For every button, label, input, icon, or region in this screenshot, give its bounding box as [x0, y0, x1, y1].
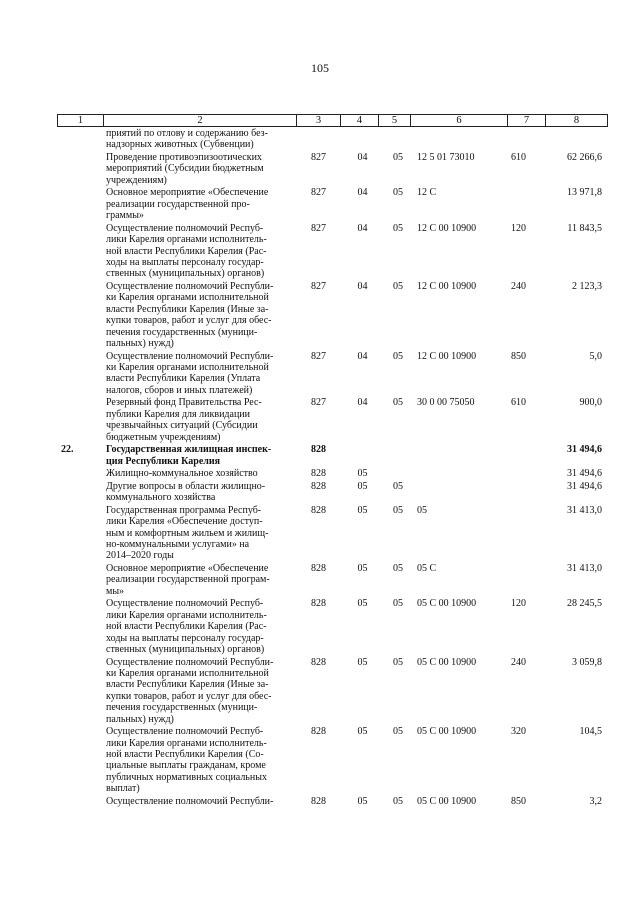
- target-article-code: 12 С 00 10900: [417, 280, 477, 292]
- row-description: Резервный фонд Правительства Рес- публики Карелия для ликвидации чрезвычайных ситуаций (Субсидии бюджетным учреждениям): [106, 397, 262, 443]
- row-description: Жилищно-коммунальное хозяйство: [106, 468, 258, 480]
- target-article-code: 12 5 01 73010: [417, 152, 475, 163]
- amount-value: 28 245,5: [567, 598, 602, 610]
- section-code: 05: [357, 562, 368, 574]
- row-description: Проведение противоэпизоотических мероприятий (Субсидии бюджетным учреждениям): [106, 152, 264, 186]
- table-row: [57, 796, 607, 809]
- section-code: 04: [357, 280, 368, 292]
- table-row: [57, 563, 607, 598]
- admin-code: 828: [311, 795, 326, 807]
- admin-code: 828: [311, 726, 326, 738]
- column-header: 8: [546, 115, 608, 127]
- section-code: 04: [357, 397, 368, 409]
- amount-value: 11 843,5: [567, 222, 602, 234]
- expense-type-code: 240: [511, 280, 526, 292]
- subsection-code: 05: [393, 350, 403, 362]
- subsection-code: 05: [393, 656, 403, 668]
- table-row: [57, 281, 607, 351]
- subsection-code: 05: [393, 504, 403, 516]
- row-description: Осуществление полномочий Республи-: [106, 795, 274, 807]
- target-article-code: 05 С: [417, 562, 437, 574]
- amount-value: 31 494,6: [567, 468, 602, 480]
- row-description: Осуществление полномочий Республи- ки Карелия органами исполнительной власти Республики Карелия (Иные за- купки товаров, работ и услуг для обес- печения государственных (муници- пальных) нужд): [106, 280, 274, 349]
- admin-code: 827: [311, 350, 326, 362]
- expense-type-code: 120: [511, 222, 526, 234]
- section-code: 05: [357, 598, 368, 610]
- row-description: приятий по отлову и содержанию без- надзорных животных (Субвенции): [106, 128, 268, 151]
- admin-code: 828: [311, 656, 326, 668]
- amount-value: 5,0: [589, 350, 602, 362]
- admin-code: 828: [311, 444, 326, 456]
- row-description: Основное мероприятие «Обеспечение реализации государственной програм- мы»: [106, 562, 270, 597]
- expense-type-code: 120: [511, 598, 526, 610]
- subsection-code: 05: [393, 562, 403, 574]
- admin-code: 828: [311, 468, 326, 480]
- admin-code: 828: [311, 562, 326, 574]
- row-description: Осуществление полномочий Респуб- лики Карелия органами исполнитель- ной власти Республики Карелия (Со- циальные выплаты гражданам, кроме публичных нормативных социальных выплат): [106, 726, 267, 795]
- column-header: 1: [58, 115, 104, 127]
- table-row: [57, 481, 607, 505]
- budget-table-body: [57, 128, 607, 808]
- table-row: [57, 351, 607, 398]
- section-code: 04: [357, 187, 368, 199]
- amount-value: 2 123,3: [572, 280, 602, 292]
- admin-code: 828: [311, 480, 326, 492]
- target-article-code: 05 С 00 10900: [417, 598, 477, 610]
- section-code: 05: [357, 504, 368, 516]
- target-article-code: 12 С 00 10900: [417, 222, 477, 234]
- column-header-row: [57, 114, 608, 127]
- section-code: 05: [357, 480, 368, 492]
- table-row: [57, 152, 607, 187]
- target-article-code: 05 С 00 10900: [417, 656, 477, 668]
- table-row: [57, 128, 607, 152]
- section-code: 05: [357, 468, 368, 480]
- table-row: [57, 223, 607, 281]
- section-code: 05: [357, 795, 368, 807]
- amount-value: 31 494,6: [567, 480, 602, 492]
- target-article-code: 12 С: [417, 187, 437, 199]
- row-description: Другие вопросы в области жилищно- коммунального хозяйства: [106, 480, 266, 504]
- column-header: 5: [379, 115, 411, 127]
- subsection-code: 05: [393, 152, 403, 163]
- admin-code: 827: [311, 397, 326, 409]
- subsection-code: 05: [393, 480, 403, 492]
- section-code: 05: [357, 726, 368, 738]
- subsection-code: 05: [393, 598, 403, 610]
- row-description: Осуществление полномочий Республи- ки Карелия органами исполнительной власти Республики Карелия (Уплата налогов, сборов и иных платежей): [106, 350, 274, 396]
- amount-value: 104,5: [579, 726, 602, 738]
- amount-value: 3 059,8: [572, 656, 602, 668]
- table-row: [57, 726, 607, 796]
- target-article-code: 30 0 00 75050: [417, 397, 475, 409]
- expense-type-code: 240: [511, 656, 526, 668]
- target-article-code: 05 С 00 10900: [417, 726, 477, 738]
- subsection-code: 05: [393, 222, 403, 234]
- page-number: 105: [311, 61, 329, 75]
- target-article-code: 05: [417, 504, 427, 516]
- column-header: 3: [297, 115, 341, 127]
- row-description: Осуществление полномочий Республи- ки Карелия органами исполнительной власти Республики Карелия (Иные за- купки товаров, работ и услуг для обес- печения государственных (муници- пальных) нужд): [106, 656, 274, 725]
- admin-code: 827: [311, 222, 326, 234]
- expense-type-code: 610: [511, 152, 526, 163]
- amount-value: 31 413,0: [567, 504, 602, 516]
- row-description: Государственная жилищная инспек- ция Республики Карелия: [106, 444, 272, 467]
- subsection-code: 05: [393, 726, 403, 738]
- table-row: [57, 505, 607, 563]
- subsection-code: 05: [393, 397, 403, 409]
- expense-type-code: 320: [511, 726, 526, 738]
- expense-type-code: 850: [511, 795, 526, 807]
- amount-value: 3,2: [589, 795, 602, 807]
- subsection-code: 05: [393, 795, 403, 807]
- section-code: 04: [357, 152, 368, 163]
- table-row: [57, 598, 607, 656]
- column-header: 4: [341, 115, 379, 127]
- column-header: 7: [508, 115, 546, 127]
- admin-code: 827: [311, 187, 326, 199]
- row-description: Осуществление полномочий Респуб- лики Карелия органами исполнитель- ной власти Республики Карелия (Рас- ходы на выплаты персоналу государ- ственных (муниципальных) органов): [106, 222, 267, 280]
- table-row: [57, 187, 607, 222]
- row-number: 22.: [61, 444, 74, 456]
- section-code: 05: [357, 656, 368, 668]
- row-description: Основное мероприятие «Обеспечение реализации государственной про- граммы»: [106, 187, 269, 222]
- amount-value: 900,0: [579, 397, 602, 409]
- amount-value: 13 971,8: [567, 187, 602, 199]
- admin-code: 827: [311, 280, 326, 292]
- row-description: Осуществление полномочий Респуб- лики Карелия органами исполнитель- ной власти Республики Карелия (Рас- ходы на выплаты персоналу государ- ственных (муниципальных) органов): [106, 598, 267, 655]
- expense-type-code: 850: [511, 350, 526, 362]
- column-header: 6: [411, 115, 508, 127]
- table-row: [57, 657, 607, 727]
- amount-value: 31 413,0: [567, 562, 602, 574]
- subsection-code: 05: [393, 280, 403, 292]
- table-row: [57, 444, 607, 468]
- subsection-code: 05: [393, 187, 403, 199]
- target-article-code: 05 С 00 10900: [417, 795, 477, 807]
- admin-code: 828: [311, 598, 326, 610]
- admin-code: 828: [311, 504, 326, 516]
- amount-value: 62 266,6: [567, 152, 602, 163]
- admin-code: 827: [311, 152, 326, 163]
- target-article-code: 12 С 00 10900: [417, 350, 477, 362]
- amount-value: 31 494,6: [567, 444, 602, 456]
- row-description: Государственная программа Респуб- лики Карелия «Обеспечение доступ- ным и комфортным жильем и жилищ- но-коммунальными услугами» на 2014–2020 годы: [106, 504, 269, 562]
- section-code: 04: [357, 350, 368, 362]
- expense-type-code: 610: [511, 397, 526, 409]
- section-code: 04: [357, 222, 368, 234]
- column-header: 2: [104, 115, 297, 127]
- table-row: [57, 468, 607, 481]
- table-row: [57, 397, 607, 444]
